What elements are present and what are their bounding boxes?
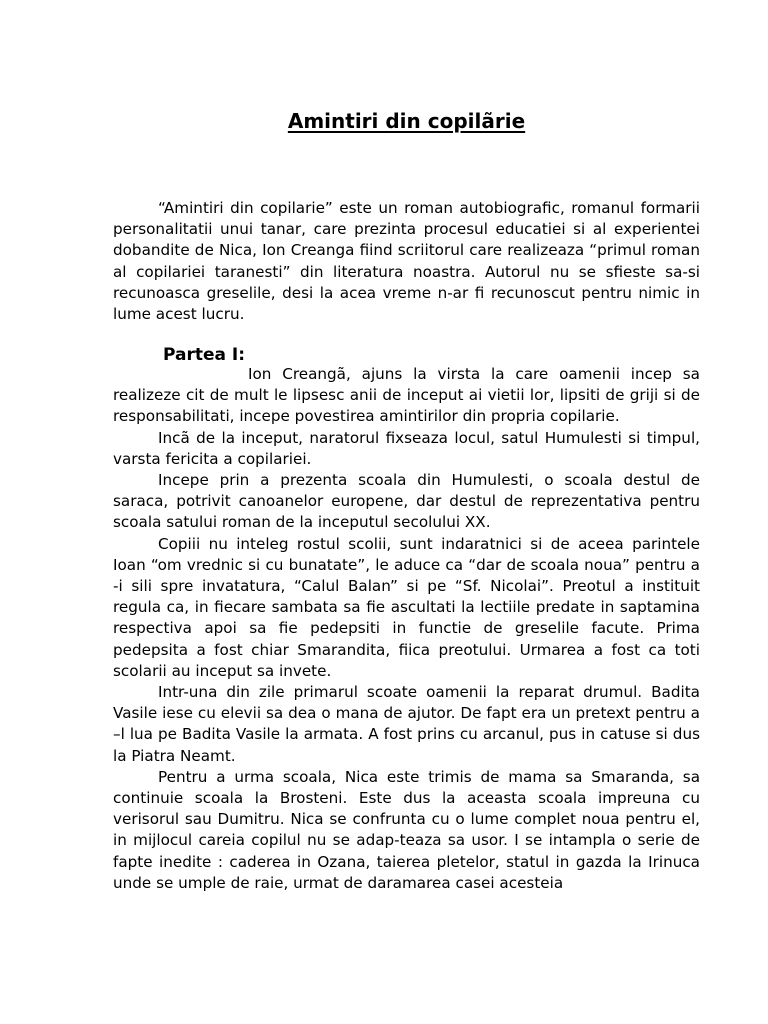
paragraph: Pentru a urma scoala, Nica este trimis de mama sa Smaranda, sa continuie scoala la Brosteni. Este dus la aceasta scoala impreuna cu verisorul sau Dumitru. Nica se confrunta cu o lume complet noua pentru el, in mijlocul careia copilul nu se adap-teaza sa usor. I se intampla o serie de fapte inedite : caderea in Ozana, taierea pletelor, statul in gazda la Irinuca unde se umple de raie, urmat de daramarea casei acesteia xyxy=(113,767,700,892)
paragraph: Ion Creangã, ajuns la virsta la care oamenii incep sa realizeze cit de mult le lipsesc anii de inceput ai vietii lor, lipsiti de griji si de responsabilitati, incepe povestirea amintirilor din propria copilarie. xyxy=(113,365,700,426)
paragraph: Incã de la inceput, naratorul fixseaza locul, satul Humulesti si timpul, varsta fericita a copilariei. xyxy=(113,428,700,468)
document-title: Amintiri din copilãrie xyxy=(287,109,526,133)
intro-paragraph xyxy=(113,198,700,325)
section-heading: Partea I: xyxy=(163,345,246,365)
body-text xyxy=(113,364,700,894)
intro-text: “Amintiri din copilarie” este un roman autobiografic, romanul formarii personalitatii unui tanar, care prezinta procesul educatiei si al experientei dobandite de Nica, Ion Creanga fiind scriitorul care realizeaza “primul roman al copilariei taranesti” din literatura noastra. Autorul nu se sfieste sa-si recunoasca greselile, desi la acea vreme n-ar fi recunoscut pentru nimic in lume acest lucru. xyxy=(113,199,700,324)
paragraph: Intr-una din zile primarul scoate oamenii la reparat drumul. Badita Vasile iese cu elevii sa dea o mana de ajutor. De fapt era un pretext pentru a –l lua pe Badita Vasile la armata. A fost prins cu arcanul, pus in catuse si dus la Piatra Neamt. xyxy=(113,683,700,765)
paragraph: Copiii nu inteleg rostul scolii, sunt indaratnici si de aceea parintele Ioan “om vrednic si cu bunatate”, le aduce ca “dar de scoala noua” pentru a -i sili spre invatatura, “Calul Balan” si pe “Sf. Nicolai”. Preotul a instituit regula ca, in fiecare sambata sa fie ascultati la lectiile predate in saptamina respectiva apoi sa fie pedepsiti in functie de greselile facute. Prima pedepsita a fost chiar Smarandita, fiica preotului. Urmarea a fost ca toti scolarii au inceput sa invete. xyxy=(113,534,700,680)
paragraph: Incepe prin a prezenta scoala din Humulesti, o scoala destul de saraca, potrivit canoanelor europene, dar destul de reprezentativa pentru scoala satului roman de la inceputul secolului XX. xyxy=(113,471,700,532)
